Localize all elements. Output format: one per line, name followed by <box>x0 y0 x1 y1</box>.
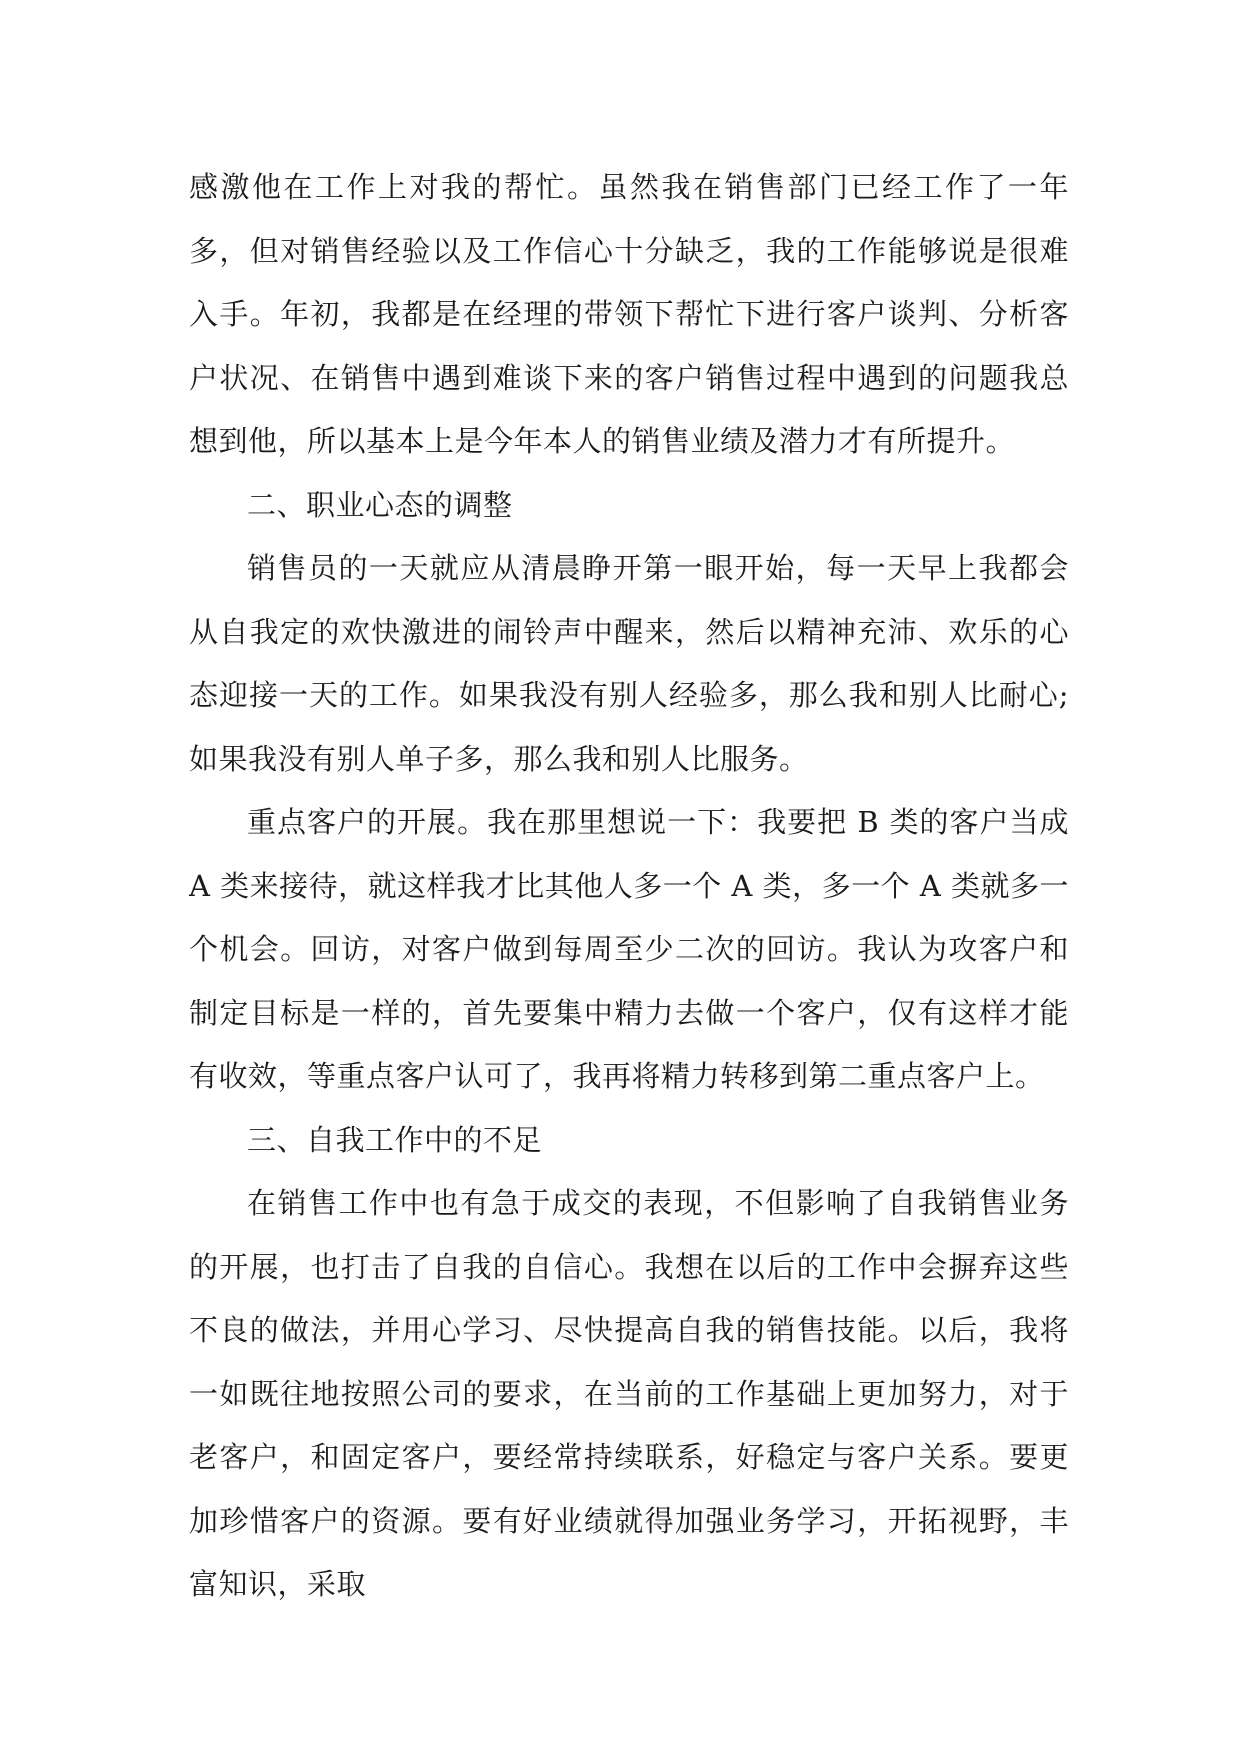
paragraph-daily-routine: 销售员的一天就应从清晨睁开第一眼开始，每一天早上我都会从自我定的欢快激进的闹铃声中醒来，然后以精神充沛、欢乐的心态迎接一天的工作。如果我没有别人经验多，那么我和别人比耐心;如果我没有别人单子多，那么我和别人比服务。 <box>189 551 1069 776</box>
paragraph-key-clients: 重点客户的开展。我在那里想说一下：我要把 B 类的客户当成 A 类来接待，就这样我才比其他人多一个 A 类，多一个 A 类就多一个机会。回访，对客户做到每周至少二次的回访。我认为攻客户和制定目标是一样的，首先要集中精力去做一个客户，仅有这样才能有收效，等重点客户认可了，我再将精力转移到第二重点客户上。 <box>189 805 1069 1093</box>
document-body <box>189 156 1069 1617</box>
section-heading-career-mindset: 二、职业心态的调整 <box>247 487 513 522</box>
paragraph-shortcomings: 在销售工作中也有急于成交的表现，不但影响了自我销售业务的开展，也打击了自我的自信心。我想在以后的工作中会摒弃这些不良的做法，并用心学习、尽快提高自我的销售技能。以后，我将一如既往地按照公司的要求，在当前的工作基础上更加努力，对于老客户，和固定客户，要经常持续联系，好稳定与客户关系。要更加珍惜客户的资源。要有好业绩就得加强业务学习，开拓视野，丰富知识，采取 <box>189 1186 1069 1601</box>
section-heading-shortcomings: 三、自我工作中的不足 <box>247 1122 543 1157</box>
paragraph-intro: 感激他在工作上对我的帮忙。虽然我在销售部门已经工作了一年多，但对销售经验以及工作信心十分缺乏，我的工作能够说是很难入手。年初，我都是在经理的带领下帮忙下进行客户谈判、分析客户状况、在销售中遇到难谈下来的客户销售过程中遇到的问题我总想到他，所以基本上是今年本人的销售业绩及潜力才有所提升。 <box>189 170 1069 458</box>
